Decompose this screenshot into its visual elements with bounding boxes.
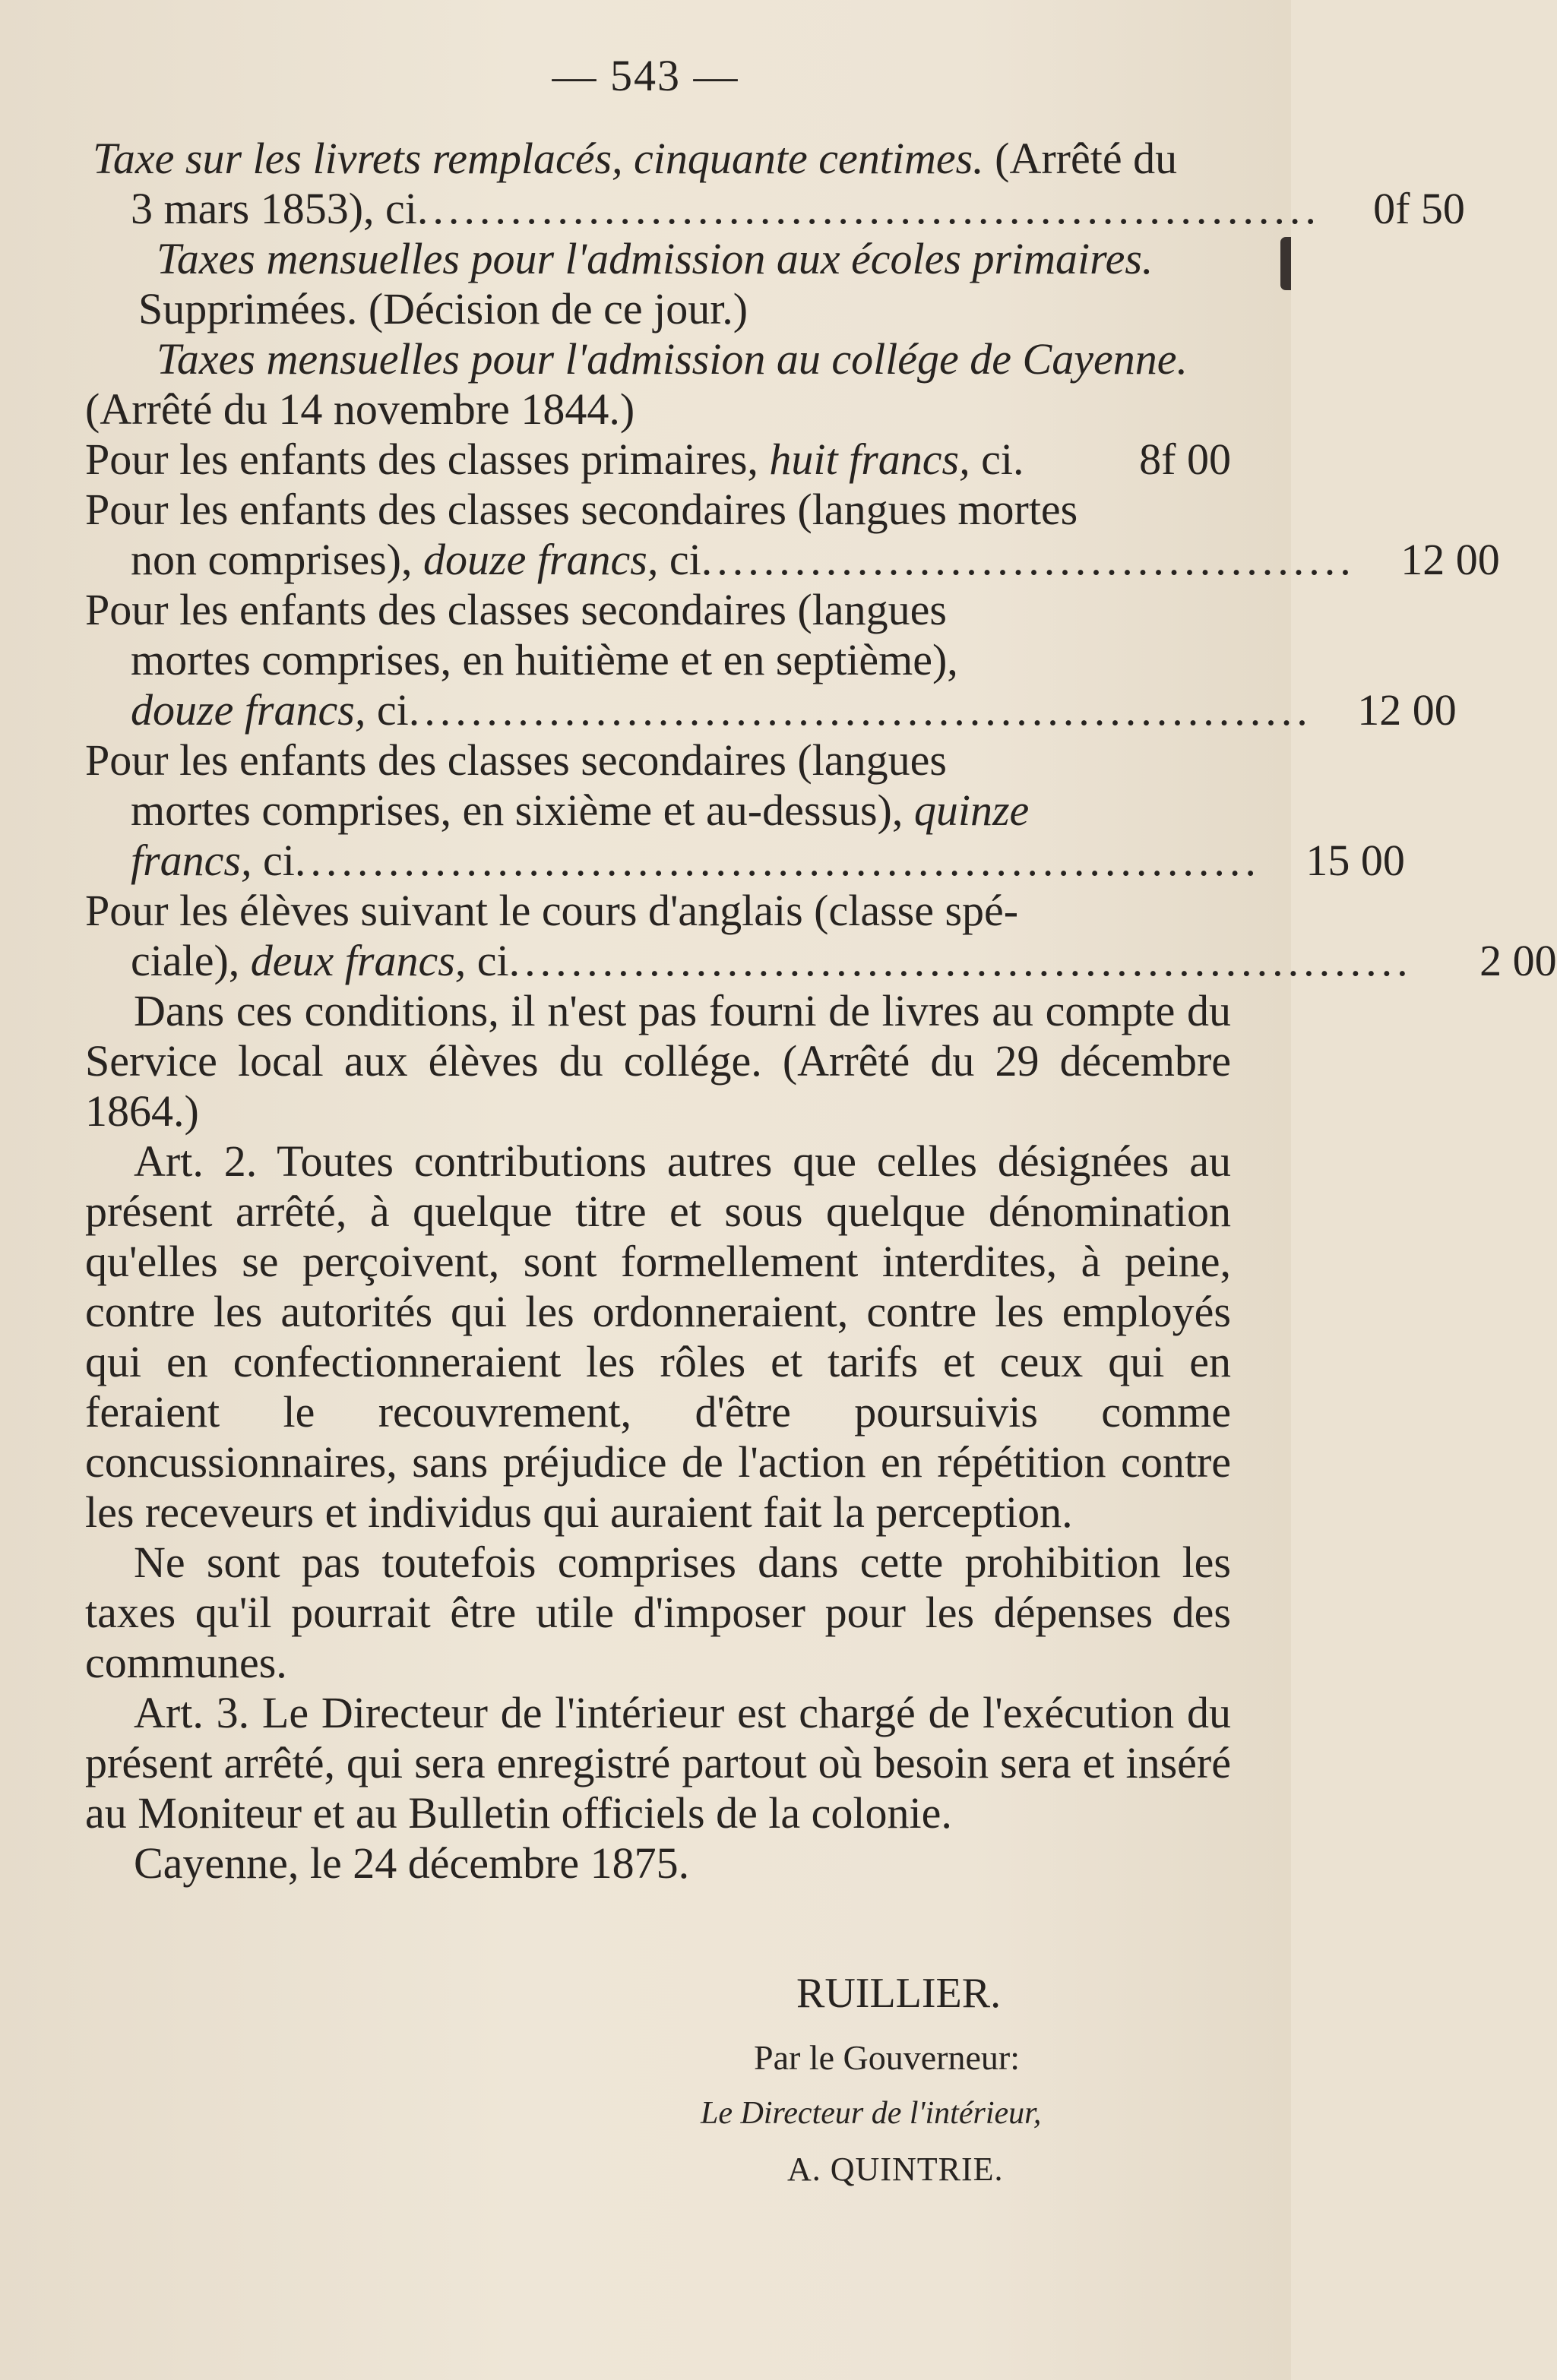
paragraph-article-2: Art. 2. Toutes contributions autres que celles désignées au présent arrêté, à quelque titre et sous quelque dénomination qu'elles se perçoivent, sont formellement interdites, à peine, contre les autorités qui les ordonneraient, contre les employés qui en confectionneraient les rôles et tarifs et ceux qui en feraient le recouvrement, d'être poursuivis comme concussionnaires, sans préjudice de l'action en répétition contre les receveurs et individus qui auraient fait la perception. bbox=[85, 1136, 1231, 1537]
tariff-item-secondary-sixieme: Pour les enfants des classes secondaires (langues mortes comprises, en sixième et au-dessus), quinze francs, ci.............................................................. 15 00 bbox=[85, 735, 1405, 885]
page-number: — 543 — bbox=[552, 51, 739, 100]
tariff-item-line1: Pour les enfants des classes secondaires (langues bbox=[85, 585, 947, 634]
tariff-item-line2: ciale), bbox=[131, 936, 251, 985]
tariff-item-italic: deux francs, bbox=[250, 936, 467, 985]
taxes-college-arrete: (Arrêté du 14 novembre 1844.) bbox=[85, 384, 635, 434]
paragraph-conditions: Dans ces conditions, il n'est pas fourni de livres au compte du Service local aux élèves du collége. (Arrêté du 29 décembre 1864.) bbox=[85, 986, 1231, 1136]
tariff-item-tail: ci bbox=[252, 836, 295, 885]
taxe-livrets-line2: 3 mars 1853), ci bbox=[131, 184, 417, 233]
tariff-item-line2: mortes comprises, en huitième et en septième), bbox=[131, 635, 958, 684]
paragraph-exception: Ne sont pas toutefois comprises dans cette prohibition les taxes qu'il pourrait être utile d'imposer pour les dépenses des communes. bbox=[85, 1538, 1231, 1687]
ink-mark bbox=[1280, 237, 1291, 290]
tariff-item-amount: 12 00 bbox=[1357, 685, 1457, 735]
document-body bbox=[85, 134, 1557, 1889]
signature-signer: A. QUINTRIE. bbox=[787, 2151, 1004, 2188]
date-line: Cayenne, le 24 décembre 1875. bbox=[134, 1838, 690, 1888]
tariff-item-text: Pour les enfants des classes primaires, bbox=[85, 435, 770, 484]
tariff-item-tail: ci. bbox=[970, 435, 1024, 484]
tariff-item-italic: huit francs, bbox=[769, 435, 970, 484]
paragraph-article-3: Art. 3. Le Directeur de l'intérieur est chargé de l'exécution du présent arrêté, qui sera enregistré partout où besoin sera et inséré au Moniteur et au Bulletin officiels de la colonie. bbox=[85, 1688, 1231, 1838]
taxe-livrets-row: 3 mars 1853), ci.......................................................... 0f 50 bbox=[131, 184, 1465, 233]
taxe-livrets-rest: (Arrêté du bbox=[983, 134, 1178, 183]
signature-name: RUILLIER. bbox=[796, 1970, 1002, 2017]
tariff-item-italic: douze francs, bbox=[131, 685, 366, 735]
signature-role: Le Directeur de l'intérieur, bbox=[701, 2096, 1042, 2131]
tariff-item-line1: Pour les enfants des classes secondaires (langues bbox=[85, 735, 947, 785]
tariff-item-amount: 12 00 bbox=[1400, 535, 1500, 584]
taxes-primaires-title: Taxes mensuelles pour l'admission aux écoles primaires. bbox=[157, 234, 1154, 283]
tariff-item-italic: francs, bbox=[131, 836, 252, 885]
signature-par: Par le Gouverneur: bbox=[754, 2038, 1020, 2077]
taxe-livrets bbox=[85, 134, 1465, 234]
tariff-item-tail: ci bbox=[658, 535, 701, 584]
tariff-item-amount: 15 00 bbox=[1305, 836, 1405, 885]
tariff-item-italic: douze francs, bbox=[423, 535, 659, 584]
tariff-item-secondary-huitieme: Pour les enfants des classes secondaires (langues mortes comprises, en huitième et en septième), douze francs, ci.......................................................... 12 00 bbox=[85, 585, 1457, 735]
tariff-item-line2: non comprises), bbox=[131, 535, 423, 584]
tariff-item-tail: ci bbox=[366, 685, 409, 735]
taxe-livrets-amount: 0f 50 bbox=[1373, 184, 1465, 233]
tariff-item-tail: ci bbox=[466, 936, 509, 985]
tariff-item-amount: 2 00 bbox=[1479, 936, 1557, 985]
tariff-item-primary bbox=[85, 435, 1231, 485]
taxes-college-title: Taxes mensuelles pour l'admission au collége de Cayenne. bbox=[157, 334, 1188, 384]
tariff-item-line1: Pour les élèves suivant le cours d'anglais (classe spé- bbox=[85, 886, 1019, 935]
tariff-item-line1: Pour les enfants des classes secondaires (langues mortes bbox=[85, 485, 1078, 534]
tariff-item-amount: 8f 00 bbox=[1139, 435, 1231, 484]
tariff-item-anglais: Pour les élèves suivant le cours d'anglais (classe spé- ciale), deux francs, ci.......................................................... 2 00 bbox=[85, 886, 1557, 985]
tariff-item-italic: quinze bbox=[913, 785, 1030, 835]
taxes-primaires-status: Supprimées. (Décision de ce jour.) bbox=[138, 284, 748, 333]
tariff-item-line2: mortes comprises, en sixième et au-dessus), bbox=[131, 785, 914, 835]
tariff-item-secondary-non: Pour les enfants des classes secondaires (langues mortes non comprises), douze francs, ci.......................................... 12 00 bbox=[85, 485, 1500, 584]
taxe-livrets-title: Taxe sur les livrets remplacés, cinquante centimes. bbox=[93, 134, 984, 183]
